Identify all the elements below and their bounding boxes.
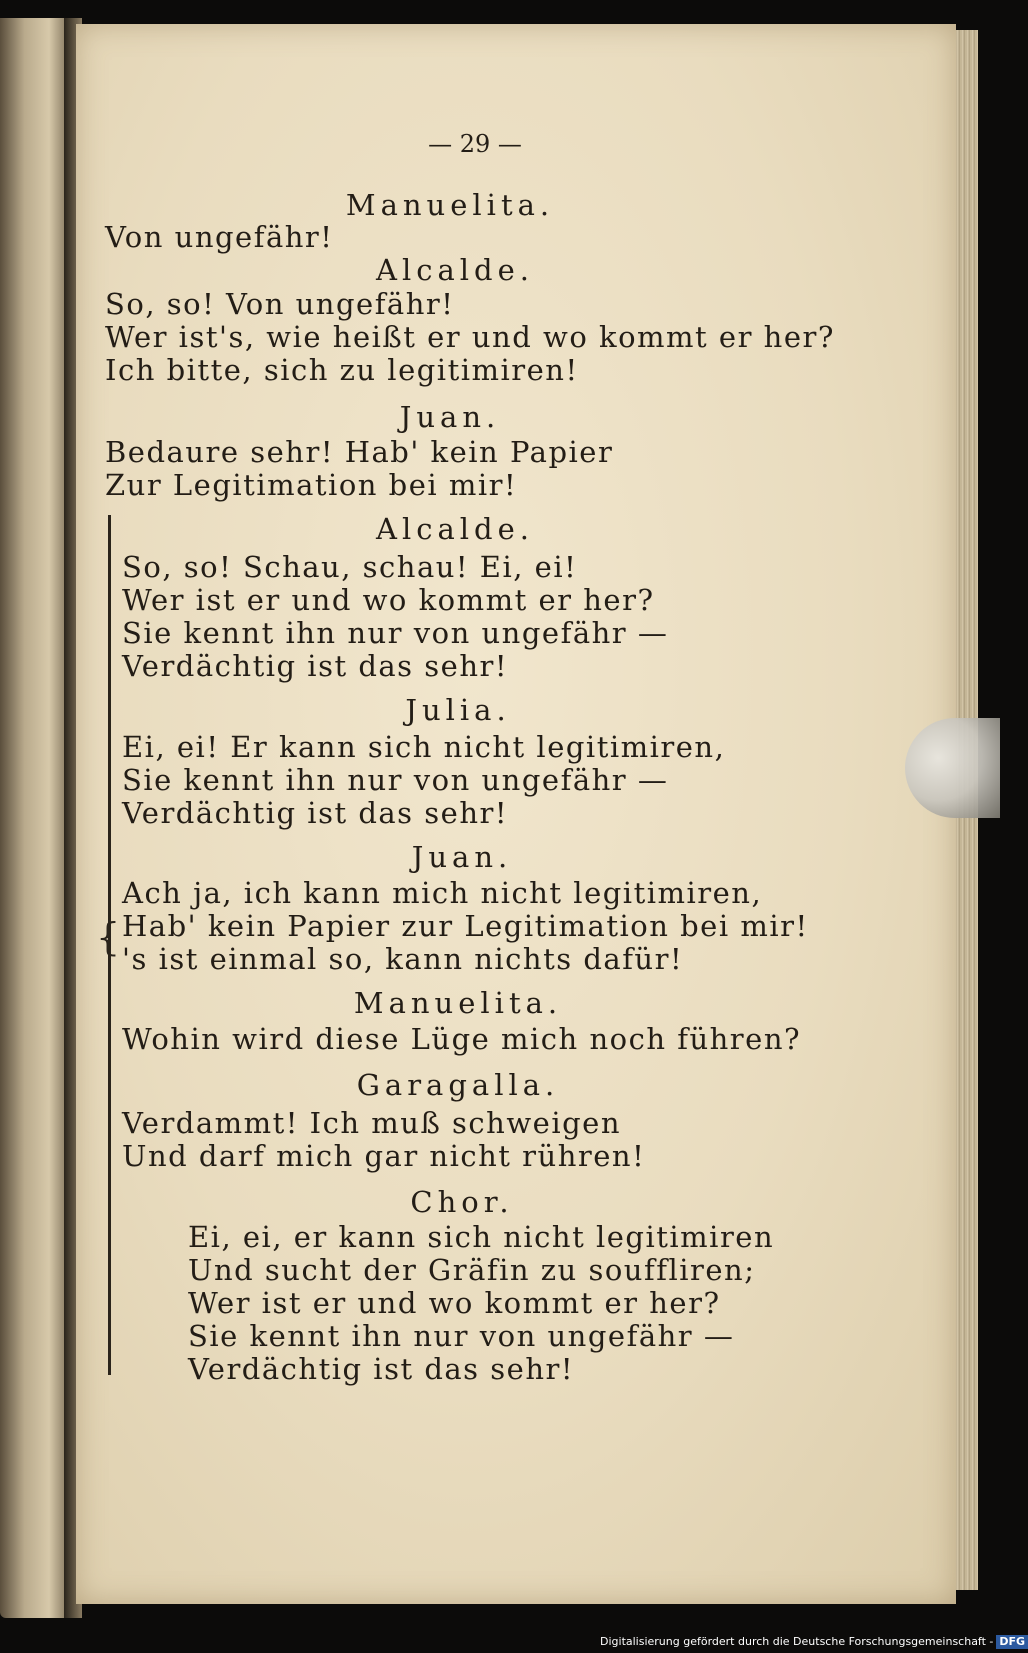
- credit-text: Digitalisierung gefördert durch die Deutsche Forschungsgemeinschaft -: [600, 1635, 994, 1648]
- verse-line: Zur Legitimation bei mir!: [105, 468, 518, 502]
- speaker-name: Alcalde.: [376, 512, 534, 546]
- ensemble-brace: {: [96, 915, 121, 959]
- verse-line: Und sucht der Gräfin zu souffliren;: [188, 1253, 756, 1287]
- speaker-name: Garagalla.: [356, 1068, 560, 1102]
- dfg-logo: DFG: [996, 1635, 1028, 1649]
- speaker-name: Juan.: [399, 400, 501, 434]
- verse-line: Sie kennt ihn nur von ungefähr —: [122, 616, 669, 650]
- verse-line: 's ist einmal so, kann nichts dafür!: [122, 942, 684, 976]
- verse-line: Verdächtig ist das sehr!: [122, 649, 509, 683]
- page-number: — 29 —: [428, 130, 522, 158]
- verse-line: Bedaure sehr! Hab' kein Papier: [105, 435, 614, 469]
- verse-line: Verdächtig ist das sehr!: [188, 1352, 575, 1386]
- verse-line: Wer ist er und wo kommt er her?: [188, 1286, 721, 1320]
- speaker-name: Manuelita.: [353, 986, 563, 1020]
- speaker-name: Alcalde.: [376, 253, 534, 287]
- verse-line: Ach ja, ich kann mich nicht legitimiren,: [122, 876, 763, 910]
- verse-line: Und darf mich gar nicht rühren!: [122, 1139, 646, 1173]
- speaker-name: Chor.: [410, 1185, 514, 1219]
- speaker-name: Manuelita.: [345, 188, 555, 222]
- verse-line: Wer ist er und wo kommt er her?: [122, 583, 655, 617]
- verse-line: Hab' kein Papier zur Legitimation bei mir!: [122, 909, 809, 943]
- verse-line: Ich bitte, sich zu legitimiren!: [105, 353, 579, 387]
- speaker-name: Julia.: [405, 693, 511, 727]
- verse-line: Wer ist's, wie heißt er und wo kommt er her?: [105, 320, 835, 354]
- verse-line: So, so! Schau, schau! Ei, ei!: [122, 550, 578, 584]
- verse-line: So, so! Von ungefähr!: [105, 287, 455, 321]
- verse-line: Sie kennt ihn nur von ungefähr —: [122, 763, 669, 797]
- verse-line: Ei, ei! Er kann sich nicht legitimiren,: [122, 730, 726, 764]
- verse-line: Ei, ei, er kann sich nicht legitimiren: [188, 1220, 775, 1254]
- verse-line: Wohin wird diese Lüge mich noch führen?: [122, 1022, 802, 1056]
- speaker-name: Juan.: [411, 840, 513, 874]
- digitization-credit: [600, 1630, 1026, 1653]
- verse-line: Von ungefähr!: [105, 220, 334, 254]
- verse-line: Sie kennt ihn nur von ungefähr —: [188, 1319, 735, 1353]
- verse-line: Verdammt! Ich muß schweigen: [122, 1106, 622, 1140]
- verse-line: Verdächtig ist das sehr!: [122, 796, 509, 830]
